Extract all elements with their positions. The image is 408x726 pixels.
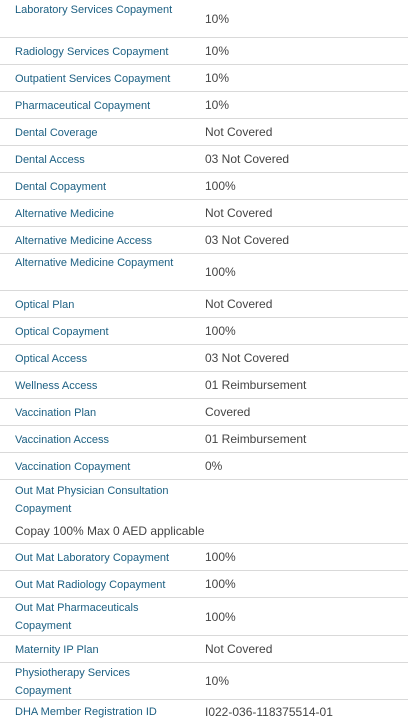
benefit-value: 100% <box>205 265 236 279</box>
benefit-label: Laboratory Services Copayment <box>15 4 173 16</box>
benefit-label: Out Mat Physician Consultation Copayment <box>15 485 169 515</box>
benefit-value: Not Covered <box>205 125 273 139</box>
benefit-value: Covered <box>205 405 251 419</box>
benefit-label: Optical Plan <box>15 299 75 311</box>
benefit-label: Physiotherapy Services Copayment <box>15 667 130 697</box>
benefit-row-dha-member-registration-id <box>0 700 408 726</box>
benefit-label: Pharmaceutical Copayment <box>15 100 151 112</box>
benefit-row-outpatient-services-copayment <box>0 65 408 92</box>
benefit-value: 03 Not Covered <box>205 152 290 166</box>
benefit-value: 03 Not Covered <box>205 233 290 247</box>
benefit-label: Outpatient Services Copayment <box>15 73 171 85</box>
benefit-row-radiology-services-copayment <box>0 38 408 65</box>
benefit-label: Dental Access <box>15 154 85 166</box>
benefit-row-laboratory-services-copayment <box>0 0 408 38</box>
benefit-value: Not Covered <box>205 297 273 311</box>
benefit-row-vaccination-plan <box>0 399 408 426</box>
benefit-row-alternative-medicine-access <box>0 227 408 254</box>
benefit-value: Not Covered <box>205 642 273 656</box>
benefit-label: Optical Access <box>15 353 88 365</box>
benefit-row-out-mat-physician-consultation-copayment <box>0 480 408 544</box>
benefit-label: Alternative Medicine Copayment <box>15 257 174 269</box>
benefit-value: 100% <box>205 610 236 624</box>
benefit-value: 03 Not Covered <box>205 351 290 365</box>
benefit-row-optical-access <box>0 345 408 372</box>
benefit-row-physiotherapy-services-copayment <box>0 663 408 700</box>
benefit-label: Vaccination Copayment <box>15 461 131 473</box>
benefit-value: 10% <box>205 98 230 112</box>
benefit-label: Out Mat Radiology Copayment <box>15 579 166 591</box>
benefit-label: Vaccination Access <box>15 434 109 446</box>
benefit-row-dental-access <box>0 146 408 173</box>
benefit-value: 100% <box>205 324 236 338</box>
benefit-value: 01 Reimbursement <box>205 378 307 392</box>
benefit-value: 100% <box>205 577 236 591</box>
benefit-label: Wellness Access <box>15 380 98 392</box>
benefit-label: Out Mat Pharmaceuticals Copayment <box>15 602 139 632</box>
benefit-label: Dental Coverage <box>15 127 98 139</box>
benefit-row-out-mat-pharmaceuticals-copayment <box>0 598 408 636</box>
benefit-value: 10% <box>205 71 230 85</box>
benefit-row-maternity-ip-plan <box>0 636 408 663</box>
benefit-row-optical-plan <box>0 291 408 318</box>
benefit-value: 0% <box>205 459 223 473</box>
benefit-row-optical-copayment <box>0 318 408 345</box>
benefit-label: Maternity IP Plan <box>15 644 99 656</box>
benefit-value: Not Covered <box>205 206 273 220</box>
benefit-row-wellness-access <box>0 372 408 399</box>
benefit-label: Vaccination Plan <box>15 407 97 419</box>
benefit-value: 10% <box>205 674 230 688</box>
benefit-label: DHA Member Registration ID <box>15 706 157 718</box>
benefit-row-dental-coverage <box>0 119 408 146</box>
benefit-label: Alternative Medicine <box>15 208 115 220</box>
benefit-label: Out Mat Laboratory Copayment <box>15 552 170 564</box>
benefit-label: Dental Copayment <box>15 181 107 193</box>
benefit-row-pharmaceutical-copayment <box>0 92 408 119</box>
benefit-value: 01 Reimbursement <box>205 432 307 446</box>
benefit-value: Copay 100% Max 0 AED applicable <box>15 524 205 538</box>
benefit-row-vaccination-copayment <box>0 453 408 480</box>
benefit-row-vaccination-access <box>0 426 408 453</box>
benefit-row-dental-copayment <box>0 173 408 200</box>
benefit-value: 100% <box>205 550 236 564</box>
benefit-row-out-mat-laboratory-copayment <box>0 544 408 571</box>
benefit-value: I022-036-118375514-01 <box>205 705 333 719</box>
benefit-value: 10% <box>205 44 230 58</box>
benefit-value: 100% <box>205 179 236 193</box>
benefit-row-alternative-medicine <box>0 200 408 227</box>
benefit-row-out-mat-radiology-copayment <box>0 571 408 598</box>
benefit-label: Radiology Services Copayment <box>15 46 169 58</box>
benefit-row-alternative-medicine-copayment <box>0 254 408 291</box>
benefit-value: 10% <box>205 12 230 26</box>
benefit-label: Optical Copayment <box>15 326 109 338</box>
benefit-label: Alternative Medicine Access <box>15 235 152 247</box>
